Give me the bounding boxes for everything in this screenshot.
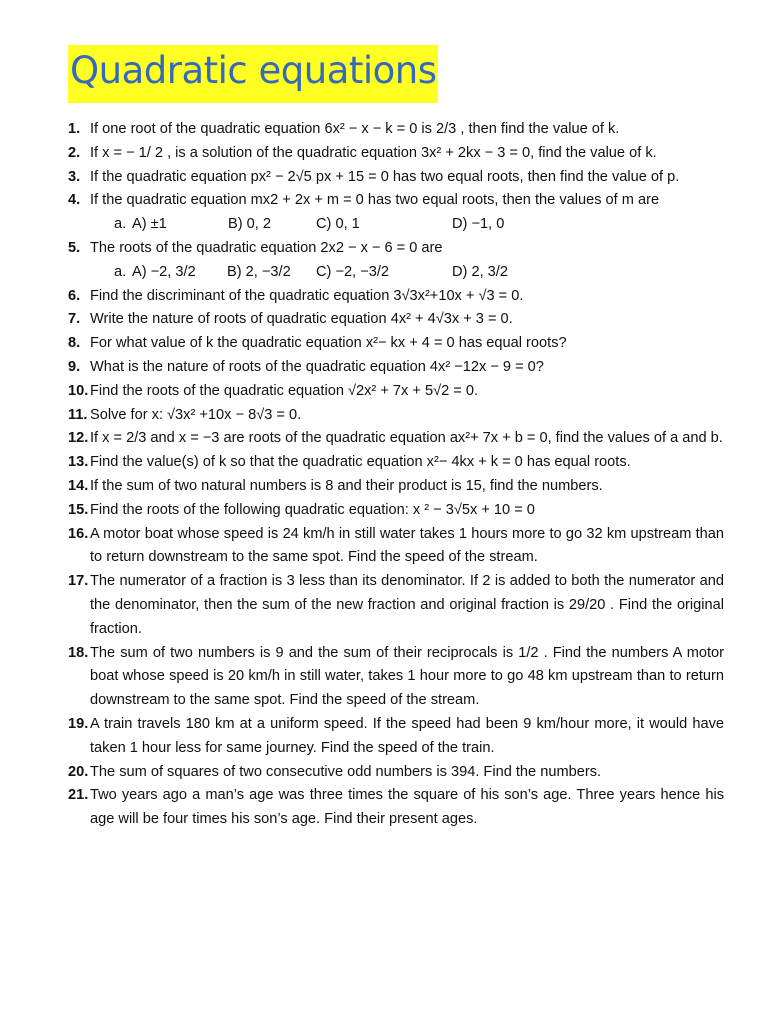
option-b: B) 0, 2 [228, 216, 271, 233]
option-marker: a. [114, 216, 127, 233]
question-number: 19. [68, 715, 89, 732]
question-text: If the sum of two natural numbers is 8 and their product is 15, find the numbers. [90, 477, 603, 494]
question-number: 13. [68, 454, 89, 471]
question-number: 18. [68, 644, 89, 661]
question-text: If x = − 1/ 2 , is a solution of the quadratic equation 3x² + 2kx − 3 = 0, find the value of k. [90, 144, 657, 161]
question-text: The numerator of a fraction is 3 less than its denominator. If 2 is added to both the numerator and the denominator, then the sum of the new fraction and original fraction is 29/20 . Find the original fraction. [90, 573, 724, 637]
question-number: 21. [68, 787, 89, 804]
question-2 [68, 142, 724, 166]
question-number: 7. [68, 311, 81, 328]
question-19 [68, 713, 724, 761]
question-text: Find the roots of the following quadratic equation: x ² − 3√5x + 10 = 0 [90, 501, 535, 518]
question-18 [68, 642, 724, 713]
question-14 [68, 475, 724, 499]
question-1 [68, 118, 724, 142]
question-16 [68, 523, 724, 571]
option-marker: a. [114, 263, 127, 280]
question-list [68, 118, 724, 832]
question-number: 3. [68, 168, 81, 185]
question-11 [68, 404, 724, 428]
question-17 [68, 570, 724, 641]
question-4 [68, 189, 724, 213]
question-number: 5. [68, 239, 81, 256]
question-number: 14. [68, 477, 89, 494]
question-5-options [68, 261, 724, 285]
question-number: 17. [68, 573, 89, 590]
question-text: If the quadratic equation mx2 + 2x + m = 0 has two equal roots, then the values of m are [90, 192, 660, 209]
question-number: 6. [68, 287, 81, 304]
question-6 [68, 285, 724, 309]
question-text: The roots of the quadratic equation 2x2 − x − 6 = 0 are [90, 239, 443, 256]
question-text: The sum of two numbers is 9 and the sum of their reciprocals is 1/2 . Find the numbers A motor boat whose speed is 20 km/h in still water, takes 1 hour more to go 48 km upstream than to return downstream to the same spot. Find the speed of the stream. [90, 644, 724, 709]
option-d: D) −1, 0 [452, 216, 505, 233]
question-number: 4. [68, 192, 81, 209]
question-text: A motor boat whose speed is 24 km/h in still water takes 1 hours more to go 32 km upstream than to return downstream to the same spot. Find the speed of the stream. [90, 525, 724, 566]
question-10 [68, 380, 724, 404]
question-3 [68, 166, 724, 190]
question-12 [68, 427, 724, 451]
question-8 [68, 332, 724, 356]
option-b: B) 2, −3/2 [227, 263, 291, 280]
option-c: C) 0, 1 [316, 216, 360, 233]
question-15 [68, 499, 724, 523]
question-text: If x = 2/3 and x = −3 are roots of the quadratic equation ax²+ 7x + b = 0, find the values of a and b. [90, 430, 723, 447]
question-number: 20. [68, 763, 89, 780]
option-d: D) 2, 3/2 [452, 263, 508, 280]
question-13 [68, 451, 724, 475]
question-number: 2. [68, 144, 81, 161]
question-text: What is the nature of roots of the quadratic equation 4x² −12x − 9 = 0? [90, 358, 544, 375]
option-a: A) −2, 3/2 [132, 263, 196, 280]
page-title: Quadratic equations [70, 49, 437, 92]
question-text: If the quadratic equation px² − 2√5 px + 15 = 0 has two equal roots, then find the value of p. [90, 168, 680, 185]
question-number: 9. [68, 358, 81, 375]
question-21 [68, 784, 724, 832]
question-number: 10. [68, 382, 89, 399]
question-5 [68, 237, 724, 261]
question-text: For what value of k the quadratic equation x²− kx + 4 = 0 has equal roots? [90, 335, 567, 352]
question-text: Write the nature of roots of quadratic equation 4x² + 4√3x + 3 = 0. [90, 311, 513, 328]
question-number: 1. [68, 121, 81, 137]
question-7 [68, 308, 724, 332]
question-text: Find the roots of the quadratic equation √2x² + 7x + 5√2 = 0. [90, 382, 478, 399]
question-number: 16. [68, 525, 89, 542]
question-number: 15. [68, 501, 89, 518]
question-text: A train travels 180 km at a uniform speed. If the speed had been 9 km/hour more, it would have taken 1 hour less for same journey. Find the speed of the train. [90, 715, 724, 756]
question-number: 8. [68, 335, 81, 352]
option-c: C) −2, −3/2 [316, 263, 390, 280]
question-text: Find the discriminant of the quadratic equation 3√3x²+10x + √3 = 0. [90, 287, 524, 304]
title-highlight [68, 45, 438, 103]
question-20 [68, 761, 724, 785]
question-text: Solve for x: √3x² +10x − 8√3 = 0. [90, 406, 302, 423]
question-9 [68, 356, 724, 380]
option-a: A) ±1 [132, 216, 167, 233]
question-number: 11. [68, 406, 88, 423]
question-4-options [68, 213, 724, 237]
question-number: 12. [68, 430, 89, 447]
question-text: Find the value(s) of k so that the quadratic equation x²− 4kx + k = 0 has equal roots. [90, 454, 631, 471]
question-text: The sum of squares of two consecutive odd numbers is 394. Find the numbers. [90, 763, 602, 780]
question-text: If one root of the quadratic equation 6x² − x − k = 0 is 2/3 , then find the value of k. [90, 121, 620, 137]
question-text: Two years ago a man’s age was three times the square of his son’s age. Three years hence his age will be four times his son’s age. Find their present ages. [90, 787, 724, 828]
